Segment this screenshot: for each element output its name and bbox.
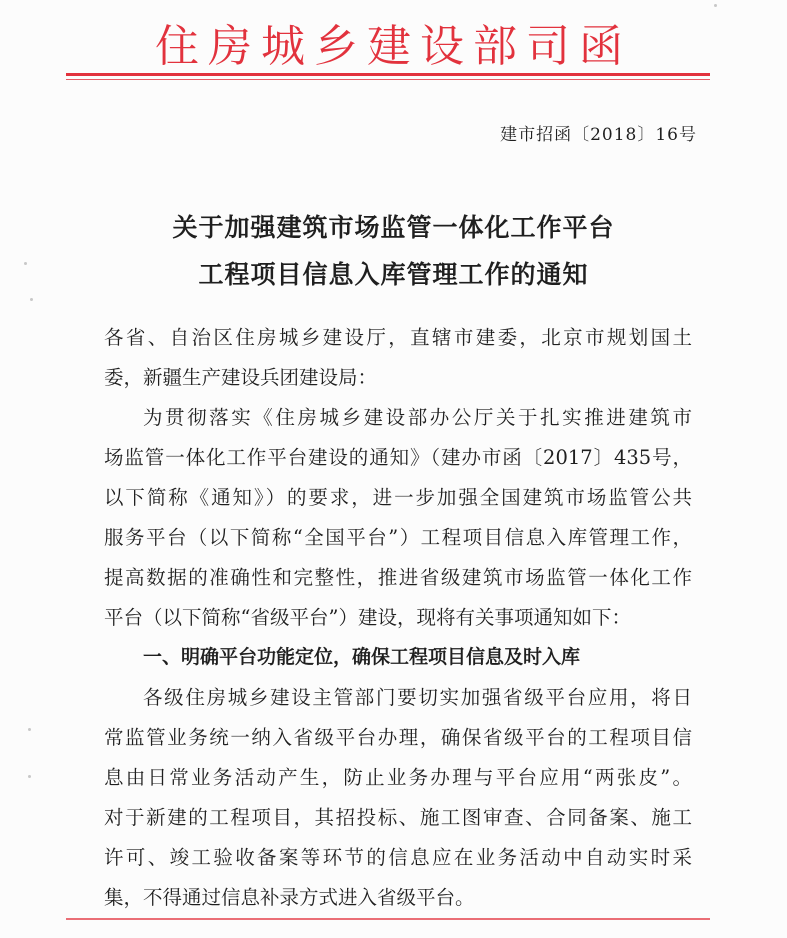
scan-speck [714, 4, 717, 7]
letterhead-title: 住房城乡建设部司函 [155, 21, 632, 72]
paragraph-2-line-2: 常监管业务统一纳入省级平台办理，确保省级平台的工程项目信 [104, 726, 692, 749]
document-number: 建市招函〔2018〕16号 [500, 125, 697, 145]
paragraph-2-line-6: 集，不得通过信息补录方式进入省级平台。 [104, 886, 475, 909]
paragraph-1-line-2: 场监管一体化工作平台建设的通知》（建办市函〔2017〕435号， [104, 446, 692, 469]
letterhead-rule-thin [66, 79, 710, 80]
section-heading-1: 一、明确平台功能定位，确保工程项目信息及时入库 [143, 646, 581, 668]
paragraph-1-line-1: 为贯彻落实《住房城乡建设部办公厅关于扎实推进建筑市 [143, 406, 692, 429]
document-title-line-1: 关于加强建筑市场监管一体化工作平台 [172, 213, 615, 242]
letterhead-rule [66, 73, 710, 76]
scan-speck [28, 775, 31, 778]
paragraph-1-line-4: 服务平台（以下简称“全国平台”）工程项目信息入库管理工作， [104, 526, 692, 549]
paragraph-2-line-4: 对于新建的工程项目，其招投标、施工图审查、合同备案、施工 [104, 806, 692, 829]
addressee-line-2: 委，新疆生产建设兵团建设局： [104, 366, 378, 389]
footer-rule [66, 918, 710, 920]
scan-speck [24, 262, 27, 265]
paragraph-2-line-3: 息由日常业务活动产生，防止业务办理与平台应用“两张皮”。 [104, 766, 692, 789]
paragraph-2-line-5: 许可、竣工验收备案等环节的信息应在业务活动中自动实时采 [104, 846, 692, 869]
document-title-line-2: 工程项目信息入库管理工作的通知 [198, 260, 589, 289]
paragraph-1-line-6: 平台（以下简称“省级平台”）建设，现将有关事项通知如下： [104, 606, 631, 629]
addressee-line-1: 各省、自治区住房城乡建设厅，直辖市建委，北京市规划国土 [104, 326, 692, 349]
paragraph-1-line-3: 以下简称《通知》）的要求，进一步加强全国建筑市场监管公共 [104, 486, 692, 509]
paragraph-2-line-1: 各级住房城乡建设主管部门要切实加强省级平台应用，将日 [143, 686, 692, 709]
scan-speck [30, 298, 33, 301]
scan-speck [28, 728, 31, 731]
paragraph-1-line-5: 提高数据的准确性和完整性，推进省级建筑市场监管一体化工作 [104, 566, 692, 589]
